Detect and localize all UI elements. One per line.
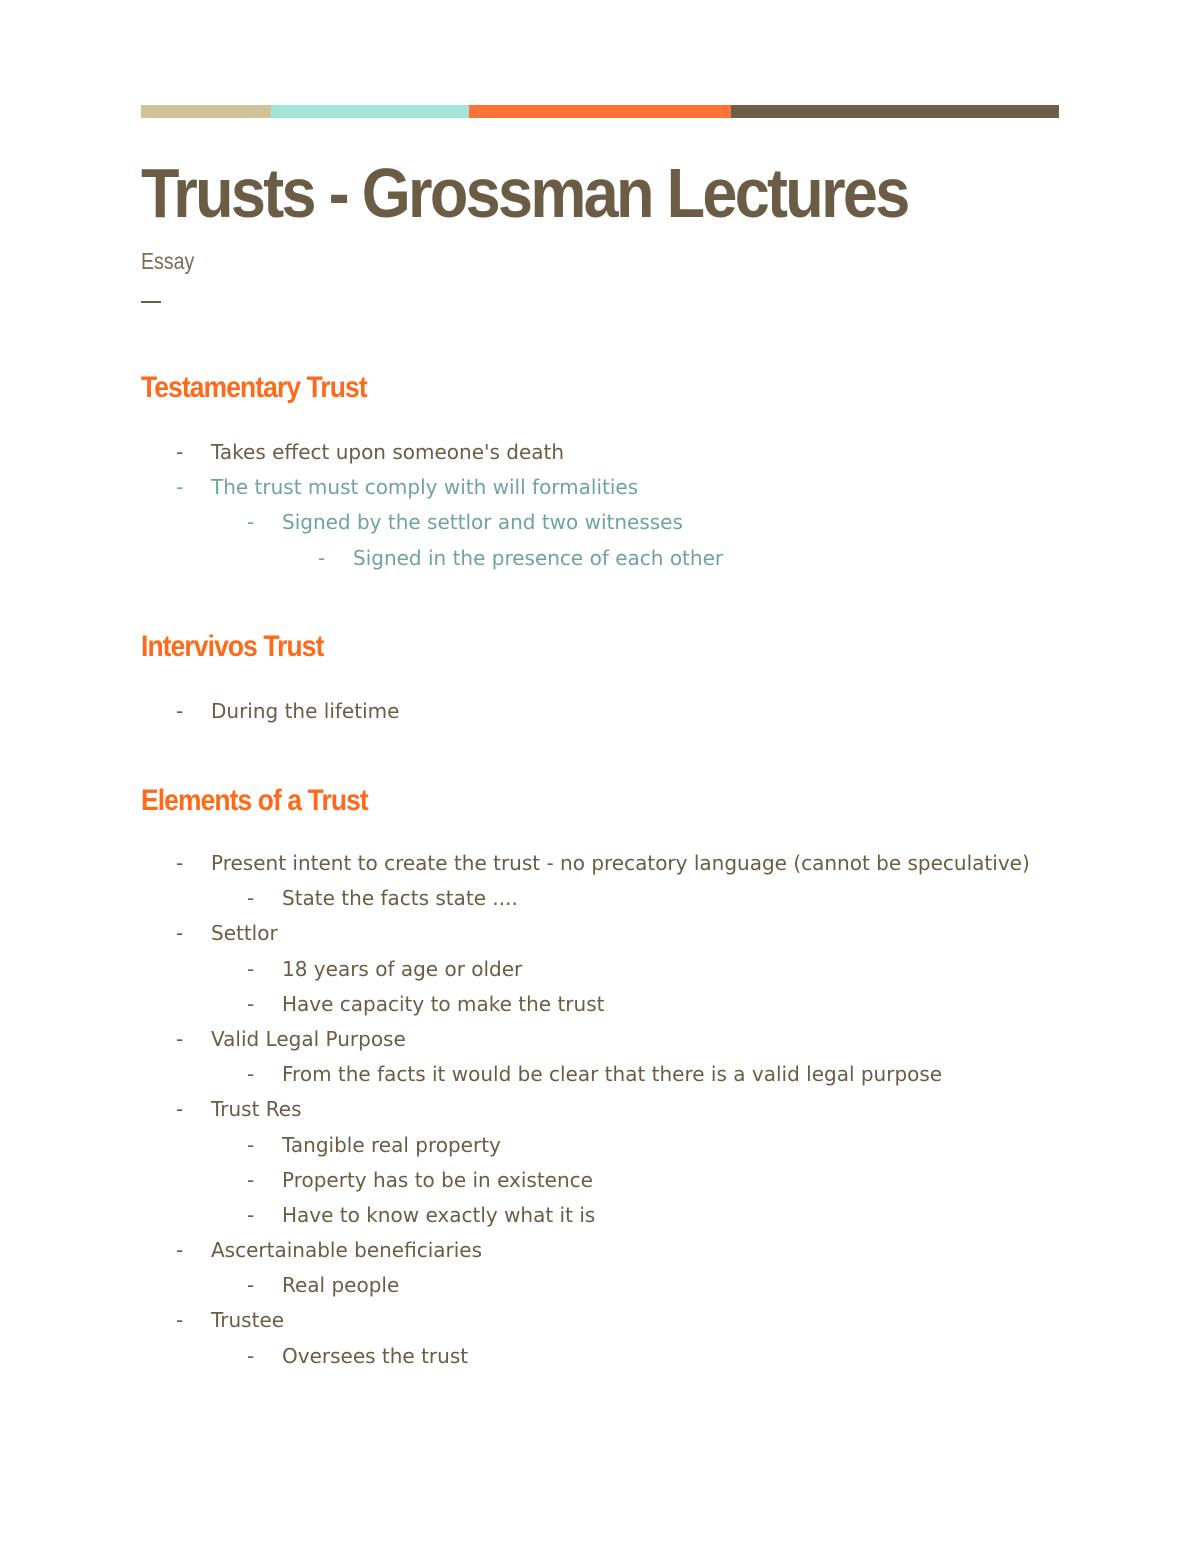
color-bar-segment — [141, 105, 271, 118]
list-item-text: Settlor — [211, 921, 278, 946]
list-bullet: - — [247, 886, 255, 911]
list-item-text: Present intent to create the trust - no precatory language (cannot be speculative) — [211, 851, 1030, 875]
list-item-text: The trust must comply with will formalities — [211, 475, 639, 500]
section-heading-elements: Elements of a Trust — [141, 784, 368, 817]
list-item-text: Ascertainable beneficiaries — [211, 1238, 483, 1263]
list-bullet: - — [247, 1132, 255, 1157]
list-item-text: State the facts state .... — [282, 886, 518, 911]
list-bullet: - — [247, 510, 255, 535]
list-bullet: - — [176, 1238, 184, 1263]
list-bullet: - — [176, 851, 184, 875]
list-bullet: - — [176, 1026, 184, 1051]
list-item-text: During the lifetime — [211, 699, 400, 723]
section-heading-intervivos: Intervivos Trust — [141, 630, 324, 663]
subtitle-divider — [141, 301, 161, 303]
list-bullet: - — [176, 921, 184, 946]
list-bullet: - — [176, 1308, 184, 1333]
document-subtitle: Essay — [141, 248, 195, 274]
color-bar-segment — [271, 105, 469, 118]
list-item-text: Have capacity to make the trust — [282, 991, 605, 1016]
section-heading-testamentary: Testamentary Trust — [141, 371, 367, 404]
list-item-text: Have to know exactly what it is — [282, 1202, 596, 1227]
list-item-text: 18 years of age or older — [282, 956, 523, 981]
list-bullet: - — [247, 1062, 255, 1087]
list-item-text: Oversees the trust — [282, 1343, 469, 1368]
list-item-text: From the facts it would be clear that there is a valid legal purpose — [282, 1062, 943, 1087]
list-bullet: - — [176, 1097, 184, 1122]
list-item-text: Real people — [282, 1273, 400, 1298]
list-item-text: Valid Legal Purpose — [211, 1026, 406, 1051]
color-bar-segment — [469, 105, 731, 118]
list-item-text: Property has to be in existence — [282, 1167, 593, 1192]
list-bullet: - — [247, 956, 255, 981]
list-bullet: - — [247, 1167, 255, 1192]
list-item-text: Trust Res — [211, 1097, 302, 1122]
color-bar-segment — [731, 105, 1059, 118]
header-color-bar — [141, 105, 1059, 118]
list-bullet: - — [247, 991, 255, 1016]
list-item-text: Takes effect upon someone's death — [211, 440, 565, 464]
list-bullet: - — [247, 1343, 255, 1368]
document-title: Trusts - Grossman Lectures — [141, 154, 908, 232]
list-bullet: - — [176, 699, 184, 723]
list-item-text: Tangible real property — [282, 1132, 501, 1157]
list-item-text: Signed in the presence of each other — [353, 545, 724, 570]
list-bullet: - — [176, 475, 184, 500]
list-item-text: Signed by the settlor and two witnesses — [282, 510, 683, 535]
list-bullet: - — [176, 440, 184, 464]
list-bullet: - — [318, 545, 326, 570]
list-item-text: Trustee — [211, 1308, 285, 1333]
list-bullet: - — [247, 1273, 255, 1298]
list-bullet: - — [247, 1202, 255, 1227]
